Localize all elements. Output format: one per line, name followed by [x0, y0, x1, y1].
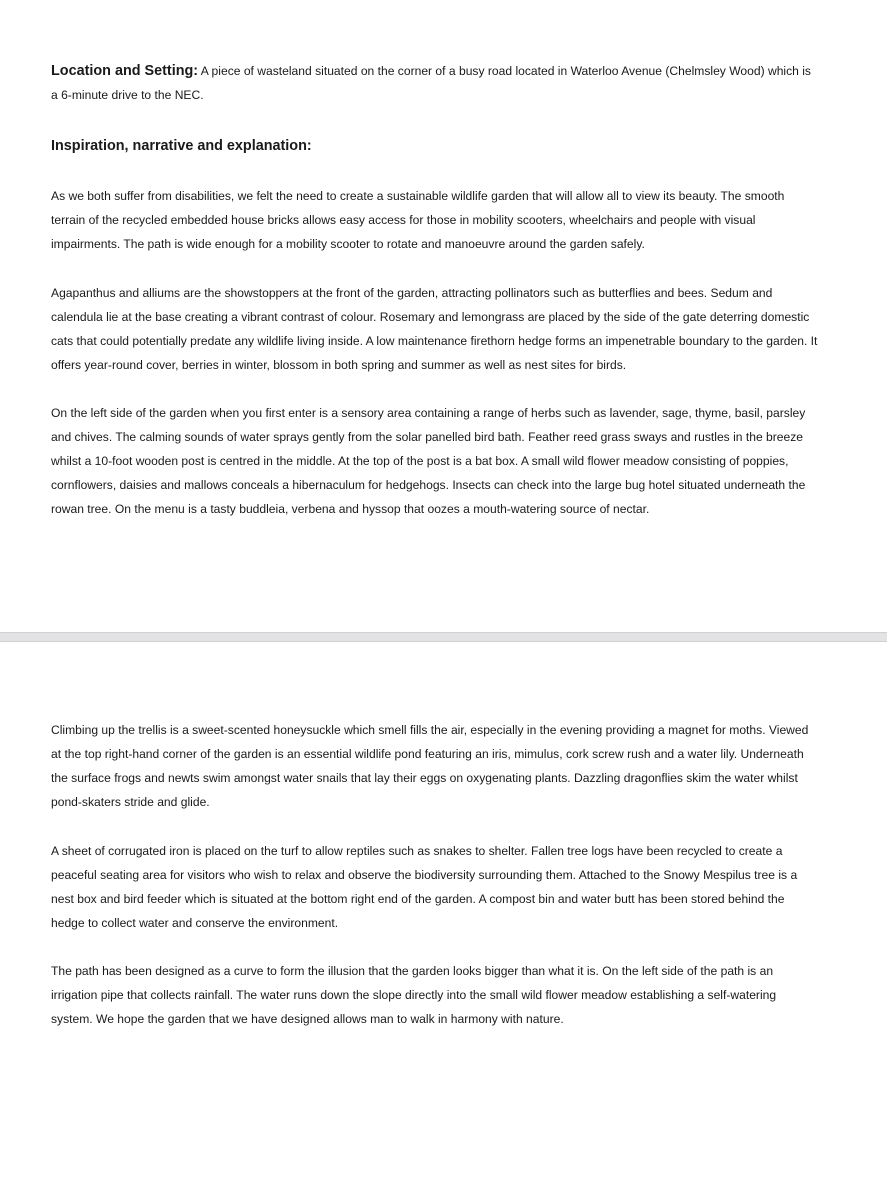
page-break-divider	[0, 632, 887, 642]
paragraph-front-garden: Agapanthus and alliums are the showstoppers at the front of the garden, attracting pollinators such as butterflies and bees. Sedum and calendula lie at the base creating a vibrant contrast of colour. Rosemary and lemongrass are placed by the side of the gate deterring domestic cats that could potentially predate any wildlife living inside. A low maintenance firethorn hedge forms an impenetrable boundary to the garden. It offers year-round cover, berries in winter, blossom in both spring and summer as well as nest sites for birds.	[51, 286, 818, 372]
location-setting-label: Location and Setting:	[51, 63, 199, 79]
document-page-2	[0, 642, 887, 1200]
paragraph-pond: Climbing up the trellis is a sweet-scented honeysuckle which smell fills the air, especially in the evening providing a magnet for moths. Viewed at the top right-hand corner of the garden is an essential wildlife pond featuring an iris, mimulus, cork screw rush and a water lily. Underneath the surface frogs and newts swim amongst water snails that lay their eggs on oxygenating plants. Dazzling dragonflies skim the water whilst pond-skaters stride and glide.	[51, 723, 809, 809]
paragraph-accessibility: As we both suffer from disabilities, we felt the need to create a sustainable wildlife garden that will allow all to view its beauty. The smooth terrain of the recycled embedded house bricks allows easy access for those in mobility scooters, wheelchairs and people with visual impairments. The path is wide enough for a mobility scooter to rotate and manoeuvre around the garden safely.	[51, 189, 785, 251]
location-setting-text: A piece of wasteland situated on the corner of a busy road located in Waterloo Avenue (Chelmsley Wood) which is a 6-minute drive to the NEC.	[51, 64, 811, 102]
inspiration-heading: Inspiration, narrative and explanation:	[51, 138, 312, 154]
location-setting-paragraph	[51, 59, 821, 107]
paragraph-sensory-area: On the left side of the garden when you first enter is a sensory area containing a range of herbs such as lavender, sage, thyme, basil, parsley and chives. The calming sounds of water sprays gently from the solar panelled bird bath. Feather reed grass sways and rustles in the breeze whilst a 10-foot wooden post is centred in the middle. At the top of the post is a bat box. A small wild flower meadow consisting of poppies, cornflowers, daisies and mallows conceals a hibernaculum for hedgehogs. Insects can check into the large bug hotel situated underneath the rowan tree. On the menu is a tasty buddleia, verbena and hyssop that oozes a mouth-watering source of nectar.	[51, 406, 806, 516]
paragraph-path-design: The path has been designed as a curve to form the illusion that the garden looks bigger than what it is. On the left side of the path is an irrigation pipe that collects rainfall. The water runs down the slope directly into the small wild flower meadow establishing a self-watering system. We hope the garden that we have designed allows man to walk in harmony with nature.	[51, 964, 777, 1026]
paragraph-shelter-seating: A sheet of corrugated iron is placed on the turf to allow reptiles such as snakes to shelter. Fallen tree logs have been recycled to create a peaceful seating area for visitors who wish to relax and observe the biodiversity surrounding them. Attached to the Snowy Mespilus tree is a nest box and bird feeder which is situated at the bottom right end of the garden. A compost bin and water butt has been stored behind the hedge to collect water and conserve the environment.	[51, 844, 798, 930]
